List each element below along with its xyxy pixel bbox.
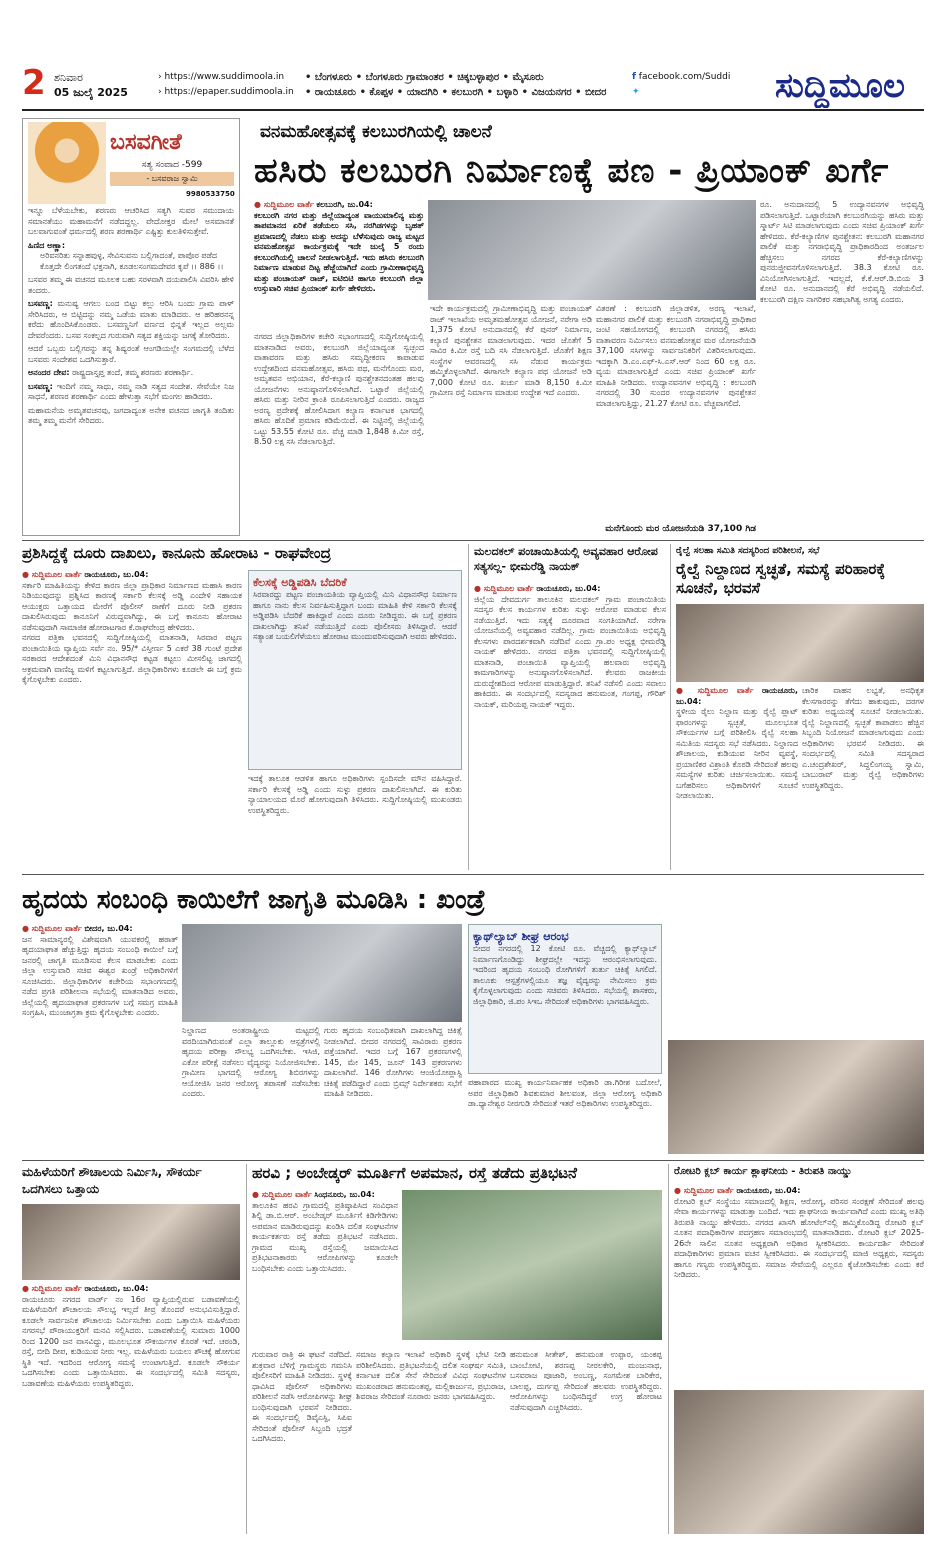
issue-date-value: 05 ಜುಲೈ 2025 (54, 86, 128, 99)
basavageete-para5: ಇಂದಿಗೆ ನಮ್ಮ ಸಾಧು, ನಮ್ಮ ನಾಡಿ ಸತ್ಯದ ಸಂದೇಶ. ಸೇವೆಯೇ ನಿಜ ಸಾಧನೆ, ಶರಣರ ಶರಣಾರ್ಥಿ ಎಂದು ಹೇಳುತ್ತಾ ಸಭೆಗೆ ಮಂಗಲ ಹಾಡಿದರು. (28, 381, 234, 401)
basavageete-title: ಬಸವಗೀತೆ (110, 130, 182, 155)
harave-byline: ● ಸುದ್ದಿಮೂಲ ವಾರ್ತೆ (252, 1190, 312, 1199)
harave-protest-photo (402, 1190, 662, 1340)
lead-photo (428, 200, 756, 300)
website-url[interactable]: https://www.suddimoola.in (164, 72, 285, 82)
raghavendra-place: ರಾಯಚೂರು, ಜು.04: (84, 570, 149, 579)
basavageete-intro: ಇನ್ನೂ ಬೆಳೆಯಬೇಕು, ಶರಣರು ಆಚರಿಸಿದ ಸತ್ಯಗಿ ಸುವರ ಸಮುದಾಯ ಸಮಾನತೆಯು ಮಹಾಮನೆಗೆ ನಡೆದದ್ದಲ್ಲ. ವೇದೋಕ್ತರ ಮೇಲೆ ಅಸಮಾನತೆ ಬಲವಾಗುವಂತೆ ಧರ್ಮದಲ್ಲಿ ಶರಣ ಶರಣಾರ್ಥಿ ಎಷ್ಟಿತ್ತು ಕುಲತಿಳಿಸುತ್ತೇವೆ. (28, 206, 234, 236)
railway-byline: ● ಸುದ್ದಿಮೂಲ ವಾರ್ತೆ (676, 686, 754, 695)
harave-col2: ಗುರುವಾರ ರಾತ್ರಿ ಈ ಘಟನೆ ನಡೆದಿದೆ. ಶುಕ್ರವಾರ ಬೆಳಿಗ್ಗೆ ಗ್ರಾಮಸ್ಥರು ಗಮನಿಸಿ ಪೊಲೀಸರಿಗೆ ಮಾಹಿತಿ ನೀಡಿದರು. ಸ್ಥಳಕ್ಕೆ ಧಾವಿಸಿದ ಪೊಲೀಸ್ ಅಧಿಕಾರಿಗಳು ಪರಿಶೀಲನೆ ನಡೆಸಿ ಆರೋಪಿಗಳನ್ನು ಶೀಘ್ರ ಬಂಧಿಸುವುದಾಗಿ ಭರವಸೆ ನೀಡಿದರು. ಈ ಸಂದರ್ಭದಲ್ಲಿ ಡಿವೈಎಸ್ಪಿ, ಸಿಪಿಐ ಸೇರಿದಂತೆ ಪೊಲೀಸ್ ಸಿಬ್ಬಂದಿ ಭದ್ರತೆ ಒದಗಿಸಿದರು. (252, 1350, 352, 1443)
rotary-byline: ● ಸುದ್ದಿಮೂಲ ವಾರ್ತೆ (674, 1186, 734, 1195)
heart-body1: ಜನ ಸಾಮಾನ್ಯರಲ್ಲಿ ವಿಶೇಷವಾಗಿ ಯುವಕರಲ್ಲಿ ಹಠಾತ್ ಹೃದಯಾಘಾತ ಹೆಚ್ಚುತ್ತಿದ್ದು ಹೃದಯ ಸಂಬಂಧಿ ಕಾಯಿಲೆ ಬಗ್ಗೆ ಜನರಲ್ಲಿ ಜಾಗೃತಿ ಮೂಡಿಸುವ ಕೆಲಸ ಮಾಡಬೇಕು ಎಂದು ಜಿಲ್ಲಾ ಉಸ್ತುವಾರಿ ಸಚಿವ ಈಶ್ವರ ಖಂಡ್ರೆ ಅಧಿಕಾರಿಗಳಿಗೆ ಸೂಚಿಸಿದರು. ಜಿಲ್ಲಾಧಿಕಾರಿಗಳ ಕಚೇರಿಯ ಸಭಾಂಗಣದಲ್ಲಿ ನಡೆದ ಪ್ರಗತಿ ಪರಿಶೀಲನಾ ಸಭೆಯಲ್ಲಿ ಮಾತನಾಡಿದ ಅವರು, ಜಿಲ್ಲೆಯಲ್ಲಿ ಹೃದಯಾಘಾತ ಪ್ರಕರಣಗಳ ಬಗ್ಗೆ ಸಮಗ್ರ ಮಾಹಿತಿ ಸಂಗ್ರಹಿಸಿ, ಮುಂಜಾಗ್ರತಾ ಕ್ರಮ ಕೈಗೊಳ್ಳಬೇಕು ಎಂದರು. (22, 934, 178, 1017)
rotary-body-wrap (674, 1186, 924, 1386)
railway-photo (676, 604, 924, 682)
lead-intro (254, 200, 424, 330)
toilet-place: ರಾಯಚೂರು, ಜು.04: (84, 1284, 149, 1293)
district-nav-row1[interactable]: • ಬೆಂಗಳೂರು • ಬೆಂಗಳೂರು ಗ್ರಾಮಾಂತರ • ಚಿಕ್ಕಬಳ್ಳಾಪುರ • ಮೈಸೂರು (305, 72, 544, 83)
facebook-url[interactable]: facebook.com/Suddi (638, 72, 731, 82)
facebook-icon: f (632, 72, 636, 82)
harave-place: ಸಿಂಧನೂರು, ಜು.04: (314, 1190, 375, 1199)
twitter-icon: ✦ (632, 87, 640, 97)
raghavendra-box-head: ಕೆಲಸಕ್ಕೆ ಅಡ್ಡಿಪಡಿಸಿ ಬೆದರಿಕೆ (253, 576, 347, 589)
heart-place: ಬೀದರ, ಜು.04: (84, 924, 133, 933)
section-rule-1 (22, 540, 924, 541)
harave-col1-wrap (252, 1190, 398, 1346)
lead-byline: ● ಸುದ್ದಿಮೂಲ ವಾರ್ತೆ (254, 200, 314, 209)
section-rule-3 (22, 1160, 924, 1161)
raghavendra-body (22, 570, 242, 870)
masthead-logo: ಸುದ್ದಿಮೂಲ (775, 66, 905, 106)
cathlab-box-head: ಕ್ಯಾಥ್‌ಲ್ಯಾಬ್ ಶೀಘ್ರ ಆರಂಭ (473, 930, 569, 943)
basavageete-para6: ಮಹಾಮನೆಯ ಅಮೃತವಚನವು, ಜಗದಾದ್ಯಂತ ಅನೇಕ ವಚನದ ಜಾಗೃತಿ ತಂದಿತು ತಮ್ಮ ತಮ್ಮ ಮನೆಗೆ ಸೇರಿದರು. (28, 405, 234, 425)
epaper-link[interactable]: › https://epaper.suddimoola.in (158, 87, 294, 97)
para4-label: ಅನಂದರ ದೇವ: (28, 368, 70, 377)
twitter-link[interactable] (632, 85, 757, 100)
raghavendra-body1: ಸರ್ಕಾರಿ ಮಾಹಿತಿಯನ್ನು ಕೇಳಿದ ಕಾರಣ ಜಿಲ್ಲಾ ಪ್ರಾಧಿಕಾರ ನಿರ್ಮಾಣದ ಮಹಾಸಿ ಕಾರಣ ನಿಡಿಯುವುದನ್ನು ಪ್ರಶ್ನಿಸಿದ ಕಾರಣಕ್ಕೆ ಸರ್ಕಾರಿ ಕೆಲಸಕ್ಕೆ ಅಡ್ಡಿ ಎಂದೇಳಿ ಸಹಾಯಕ ಆಯುಕ್ತರು ಒತ್ತಾಯದ ಮೇರೆಗೆ ಪೊಲೀಸ್ ಠಾಣೆಗೆ ದೂರು ನೀಡಿ ಪ್ರಕರಣ ದಾಖಲಿಸಿರುವುದು ಕಾನೂನಿಗೆ ವಿರುದ್ಧವಾಗಿದ್ದು, ಈ ಬಗ್ಗೆ ಕಾನೂನು ಹೋರಾಟ ನಡೆಸುವುದಾಗಿ ಸಾಮಾಜಿಕ ಹೋರಾಟಗಾರ ಕೆ.ರಾಘವೇಂದ್ರ ಹೇಳಿದರು. (22, 580, 242, 632)
raghavendra-body3: ಇದಕ್ಕೆ ತಾಲೂಕ ಆಡಳಿತ ಹಾಗೂ ಅಧಿಕಾರಿಗಳು ಸ್ಪಂದಿಸದೇ ಮೌನ ವಹಿಸಿದ್ದಾರೆ. ಸರ್ಕಾರಿ ಕೆಲಸಕ್ಕೆ ಅಡ್ಡಿ ಎಂದು ಸುಳ್ಳು ಪ್ರಕರಣ ದಾಖಲಿಸಲಾಗಿದೆ. ಈ ಕುರಿತು ನ್ಯಾಯಾಲಯದ ಮೊರೆ ಹೋಗುವುದಾಗಿ ತಿಳಿಸಿದರು. ಸುದ್ದಿಗೋಷ್ಠಿಯಲ್ಲಿ ಮುಖಂಡರು ಉಪಸ್ಥಿತರಿದ್ದರು. (248, 774, 462, 815)
rotary-place: ರಾಯಚೂರು, ಜು.04: (736, 1186, 801, 1195)
lead-continued: ಮನೆಗೊಂದು ಮರ ಯೋಜನೆಯಡಿ 37,100 ಗಿಡ (605, 524, 756, 534)
toilet-body: ರಾಯಚೂರು ನಗರದ ವಾರ್ಡ್ ನಂ 16ರ ವ್ಯಾಪ್ತಿಯಲ್ಲಿರುವ ಬಡಾವಣೆಯಲ್ಲಿ ಮಹಿಳೆಯರಿಗೆ ಶೌಚಾಲಯ ಸೌಲಭ್ಯ ಇಲ್ಲದೆ ತೀವ್ರ ತೊಂದರೆ ಅನುಭವಿಸುತ್ತಿದ್ದಾರೆ. ಕೂಡಲೇ ಸಾರ್ವಜನಿಕ ಶೌಚಾಲಯ ನಿರ್ಮಿಸಬೇಕು ಎಂದು ಒತ್ತಾಯಿಸಿ ಮಹಿಳೆಯರು ನಗರಸಭೆ ಪೌರಾಯುಕ್ತರಿಗೆ ಮನವಿ ಸಲ್ಲಿಸಿದರು. ಬಡಾವಣೆಯಲ್ಲಿ ಸುಮಾರು 1000 ರಿಂದ 1200 ಜನ ವಾಸವಿದ್ದು, ಮೂಲಭೂತ ಸೌಕರ್ಯಗಳ ಕೊರತೆ ಇದೆ. ಚರಂಡಿ, ರಸ್ತೆ, ಬೀದಿ ದೀಪ, ಕುಡಿಯುವ ನೀರು ಇಲ್ಲ. ಮಹಿಳೆಯರು ಬಯಲು ಶೌಚಕ್ಕೆ ಹೋಗುವ ಸ್ಥಿತಿ ಇದೆ. ಇದರಿಂದ ಆರೋಗ್ಯ ಸಮಸ್ಯೆ ಉಂಟಾಗುತ್ತಿದೆ. ಕೂಡಲೇ ಸೌಕರ್ಯ ಒದಗಿಸಬೇಕು ಎಂದು ಒತ್ತಾಯಿಸಿದರು. ಈ ಸಂದರ್ಭದಲ್ಲಿ ಸಮಿತಿ ಸದಸ್ಯರು, ಬಡಾವಣೆಯ ಮಹಿಳೆಯರು ಉಪಸ್ಥಿತರಿದ್ದರು. (22, 1294, 240, 1388)
rotary-body: ರೋಟರಿ ಕ್ಲಬ್ ಸಂಸ್ಥೆಯು ಸಮಾಜದಲ್ಲಿ ಶಿಕ್ಷಣ, ಆರೋಗ್ಯ, ಪರಿಸರ ಸಂರಕ್ಷಣೆ ಸೇರಿದಂತೆ ಹಲವು ಸೇವಾ ಕಾರ್ಯಗಳನ್ನು ಮಾಡುತ್ತಾ ಬಂದಿದೆ. ಇದು ಶ್ಲಾಘನೀಯ ಕಾರ್ಯವಾಗಿದೆ ಎಂದು ಮುಖ್ಯ ಅತಿಥಿ ತಿರುಪತಿ ನಾಯ್ಡು ಹೇಳಿದರು. ನಗರದ ಖಾಸಗಿ ಹೋಟೆಲ್‌ನಲ್ಲಿ ಹಮ್ಮಿಕೊಂಡಿದ್ದ ರೋಟರಿ ಕ್ಲಬ್ ನೂತನ ಪದಾಧಿಕಾರಿಗಳ ಪದಗ್ರಹಣ ಸಮಾರಂಭದಲ್ಲಿ ಮಾತನಾಡಿದರು. ರೋಟರಿ ಕ್ಲಬ್ 2025-26ನೇ ಸಾಲಿನ ನೂತನ ಅಧ್ಯಕ್ಷರಾಗಿ ಅಧಿಕಾರ ಸ್ವೀಕರಿಸಿದರು. ಕಾರ್ಯದರ್ಶಿ ಸೇರಿದಂತೆ ಪದಾಧಿಕಾರಿಗಳು ಪ್ರಮಾಣ ವಚನ ಸ್ವೀಕರಿಸಿದರು. ಈ ಸಂದರ್ಭದಲ್ಲಿ ಮಾಜಿ ಅಧ್ಯಕ್ಷರು, ಸದಸ್ಯರು ಹಾಗೂ ಗಣ್ಯರು ಉಪಸ್ಥಿತರಿದ್ದರು. ಸಮಾಜ ಸೇವೆಯಲ್ಲಿ ಎಲ್ಲರೂ ಕೈಜೋಡಿಸಬೇಕು ಎಂದು ಕರೆ ನೀಡಿದರು. (674, 1196, 924, 1279)
vachana-text: ಅರಿವನರಿತು ಸನ್ನಾಹವುಳ್ಳ, ಸೇವಿಸುವನು ಬಲ್ಲಿಗಾದಂತೆ, ಪಾಪೊರ ಪಡೆದ ಕೊತ್ತದೇ ಲಿಂಗತಂದೆ ಭಕ್ತನಾಗಿ, ಕೂಡಲಸಂಗಮದೇವರ ಕೃಪೆ ।। 886 ।। (40, 251, 224, 271)
website-link[interactable]: › https://www.suddimoola.in (158, 72, 285, 82)
toilet-body-wrap (22, 1284, 240, 1534)
lead-kicker: ವನಮಹೋತ್ಸವಕ್ಕೆ ಕಲಬುರಗಿಯಲ್ಲಿ ಚಾಲನೆ (260, 122, 492, 142)
railway-col1-wrap (676, 686, 798, 870)
column-divider-2 (670, 544, 671, 870)
cathlab-box-body: ಬೀದರ ನಗರದಲ್ಲಿ 12 ಕೋಟಿ ರೂ. ವೆಚ್ಚದಲ್ಲಿ ಕ್ಯಾಥ್‌ಲ್ಯಾಬ್ ನಿರ್ಮಾಣಗೊಂಡಿದ್ದು ಶೀಘ್ರದಲ್ಲೇ ಇದನ್ನು ಆರಂಭಿಸಲಾಗುವುದು. ಇದರಿಂದ ಹೃದಯ ಸಂಬಂಧಿ ರೋಗಿಗಳಿಗೆ ತುರ್ತು ಚಿಕಿತ್ಸೆ ಸಿಗಲಿದೆ. ತಾಲೂಕು ಆಸ್ಪತ್ರೆಗಳಲ್ಲಿಯೂ ತಜ್ಞ ವೈದ್ಯರನ್ನು ನೇಮಿಸಲು ಕ್ರಮ ಕೈಗೊಳ್ಳಲಾಗುವುದು ಎಂದು ಸಚಿವರು ತಿಳಿಸಿದರು. ಸಭೆಯಲ್ಲಿ ಶಾಸಕರು, ಜಿಲ್ಲಾಧಿಕಾರಿ, ಜಿ.ಪಂ ಸಿಇಒ ಸೇರಿದಂತೆ ಅಧಿಕಾರಿಗಳು ಭಾಗವಹಿಸಿದ್ದರು. (473, 944, 657, 1006)
basavageete-para4: ರಾಷ್ಟ್ರದಾಸ್ತೃಪ್ತ ತಂದೆ, ತಮ್ಮ ಶರಣರು ಶರಣಾರ್ಥಿ. (72, 368, 194, 377)
heart-body1-wrap (22, 924, 178, 1154)
malaskar-body: ಜಿಲ್ಲೆಯ ದೇವದುರ್ಗ ತಾಲೂಕಿನ ಮಲದಕಲ್ ಗ್ರಾಮ ಪಂಚಾಯಿತಿಯ ಸದಸ್ಯರ ಕೆಲಸ ಕಾರ್ಯಗಳ ಕುರಿತು ಸುಳ್ಳು ಆರೋಪ ಮಾಡುವ ಕೆಲಸ ನಡೆಯುತ್ತಿದೆ. ಇದು ಸತ್ಯಕ್ಕೆ ದೂರವಾದ ಸಂಗತಿಯಾಗಿದೆ. ನರೇಗಾ ಯೋಜನೆಯಲ್ಲಿ ಅವ್ಯವಹಾರ ನಡೆದಿಲ್ಲ. ಗ್ರಾಮ ಪಂಚಾಯಿತಿಯ ಅಭಿವೃದ್ಧಿ ಕೆಲಸಗಳು ಪಾರದರ್ಶಕವಾಗಿ ನಡೆದಿವೆ ಎಂದು ಗ್ರಾ.ಪಂ ಅಧ್ಯಕ್ಷ ಭೀಮರೆಡ್ಡಿ ನಾಯಕ್ ಹೇಳಿದರು. ನಗರದ ಪತ್ರಿಕಾ ಭವನದಲ್ಲಿ ಸುದ್ದಿಗೋಷ್ಠಿಯಲ್ಲಿ ಮಾತನಾಡಿ, ಪಂಚಾಯಿತಿ ವ್ಯಾಪ್ತಿಯಲ್ಲಿ ಹಲವಾರು ಅಭಿವೃದ್ಧಿ ಕಾಮಗಾರಿಗಳನ್ನು ಅನುಷ್ಠಾನಗೊಳಿಸಲಾಗಿದೆ. ಕೆಲವರು ರಾಜಕೀಯ ದುರುದ್ದೇಶದಿಂದ ಆರೋಪ ಮಾಡುತ್ತಿದ್ದಾರೆ. ತನಿಖೆ ನಡೆಸಲಿ ಎಂದು ಸವಾಲು ಹಾಕಿದರು. ಈ ಸಂದರ್ಭದಲ್ಲಿ ಸದಸ್ಯರಾದ ಹನುಮಂತ, ಗಂಗಪ್ಪ, ಗೌರಿಶ್ ನಾಯಕ್, ಮರಿಯಪ್ಪ ನಾಯಕ್ ಇದ್ದರು. (474, 594, 666, 709)
cathlab-box (468, 924, 662, 1074)
column-divider-3 (246, 1164, 247, 1534)
railway-place: ರಾಯಚೂರು, ಜು.04: (676, 686, 798, 706)
basavageete-subtitle: ಸತ್ಯ ಸಂವಾದ -599 (141, 160, 203, 170)
harave-col3: ಸಮಾಜ ಕಲ್ಯಾಣ ಇಲಾಖೆ ಅಧಿಕಾರಿ ಸ್ಥಳಕ್ಕೆ ಭೇಟಿ ನೀಡಿ ಪರಿಶೀಲಿಸಿದರು. ಪ್ರತಿಭಟನೆಯಲ್ಲಿ ದಲಿತ ಸಂಘರ್ಷ ಸಮಿತಿ, ಕರ್ನಾಟಕ ದಲಿತ ಸೇನೆ ಸೇರಿದಂತೆ ವಿವಿಧ ಸಂಘಟನೆಗಳ ಮುಖಂಡರಾದ ಹನುಮಂತಪ್ಪ, ಮಲ್ಲಿಕಾರ್ಜುನ, ಪ್ರಭುರಾಜ, ಶಿವರಾಜ ಸೇರಿದಂತೆ ನೂರಾರು ಜನರು ಭಾಗವಹಿಸಿದ್ದರು. (356, 1350, 506, 1401)
harave-col1: ತಾಲೂಕಿನ ಹರವಿ ಗ್ರಾಮದಲ್ಲಿ ಪ್ರತಿಷ್ಠಾಪಿಸಿದ ಸಂವಿಧಾನ ಶಿಲ್ಪಿ ಡಾ.ಬಿ.ಆರ್. ಅಂಬೇಡ್ಕರ್ ಮೂರ್ತಿಗೆ ಕಿಡಿಗೇಡಿಗಳು ಅಪಮಾನ ಮಾಡಿರುವುದನ್ನು ಖಂಡಿಸಿ ದಲಿತ ಸಂಘಟನೆಗಳ ಕಾರ್ಯಕರ್ತರು ರಸ್ತೆ ತಡೆದು ಪ್ರತಿಭಟನೆ ನಡೆಸಿದರು. ಗ್ರಾಮದ ಮುಖ್ಯ ರಸ್ತೆಯಲ್ಲಿ ಜಮಾಯಿಸಿದ ಪ್ರತಿಭಟನಾಕಾರರು ಆರೋಪಿಗಳನ್ನು ಕೂಡಲೇ ಬಂಧಿಸಬೇಕು ಎಂದು ಒತ್ತಾಯಿಸಿದರು. (252, 1200, 398, 1273)
para5-label: ಬಸವಣ್ಣ: (28, 381, 53, 391)
railway-headline: ರೈಲ್ವೆ ನಿಲ್ದಾಣದ ಸ್ವಚ್ಛತೆ, ಸಮಸ್ಯೆ ಪರಿಹಾರಕ್ಕೆ ಸೂಚನೆ, ಭರವಸೆ (676, 560, 886, 597)
heart-body3: ಗುರು ಹೃದಯ ಸಂಬಂಧಿತವಾಗಿ ದಾಖಲಾಗಿದ್ದ ಚಿಕಿತ್ಸೆ ನೀಡಲಾಗಿದೆ. ಬೀದರ ನಗರದಲ್ಲಿ ಸಾವಿರಾರು ಪ್ರಕರಣ ಪತ್ತೆಯಾಗಿವೆ. ಇದರ ಬಗ್ಗೆ 167 ಪ್ರಕರಣಗಳಲ್ಲಿ 145, ಮೇ 145, ಜೂನ್ 143 ಪ್ರಕರಣಗಳು ದಾಖಲಾಗಿವೆ. 146 ರೋಗಿಗಳು ಆಂಜಿಯೋಪ್ಲಾಸ್ಟಿ ಚಿಕಿತ್ಸೆ ಪಡೆದಿದ್ದಾರೆ ಎಂದು ಬ್ರಿಮ್ಸ್ ನಿರ್ದೇಶಕರು ಸಭೆಗೆ ಮಾಹಿತಿ ನೀಡಿದರು. (324, 1026, 462, 1098)
issue-day: ಶನಿವಾರ (54, 71, 83, 84)
basavageete-body (28, 206, 234, 532)
raghavendra-headline: ಪ್ರಶಿಸಿದ್ದಕ್ಕೆ ದೂರು ದಾಖಲು, ಕಾನೂನು ಹೋರಾಟ - ರಾಘವೇಂದ್ರ (22, 544, 331, 562)
malaskar-headline: ಮಲದಕಲ್ ಪಂಚಾಯಿತಿಯಲ್ಲಿ ಅವ್ಯವಹಾರ ಆರೋಪ ಸತ್ಯಸಲ್ಲ- ಭೀಮರೆಡ್ಡಿ ನಾಯಕ್ (474, 545, 658, 573)
lead-col4: ರೂ. ಅನುದಾನದಲ್ಲಿ 5 ಉದ್ಯಾನವನಗಳ ಅಭಿವೃದ್ಧಿ ಪಡಿಸಲಾಗುತ್ತಿದೆ. ಒಟ್ಟಾರೆಯಾಗಿ ಕಲಬುರಗಿಯನ್ನು ಹಸಿರು ಮತ್ತು ಸ್ಮಾರ್ಟ್ ಸಿಟಿ ಮಾಡಲಾಗುವುದು ಎಂದು ಸಚಿವ ಪ್ರಿಯಾಂಕ್ ಖರ್ಗೆ ಹೇಳಿದರು. ಕೆರೆ-ಕಲ್ಯಾಣಿಗಳ ಪುನಶ್ಚೇತನ: ಕಲಬುರಗಿ ಮಹಾನಗರ ಪಾಲಿಕೆ ಮತ್ತು ನಗರಾಭಿವೃದ್ಧಿ ಪ್ರಾಧಿಕಾರದಿಂದ ಅಂತರ್ಜಲ ಹೆಚ್ಚಿಸಲು ನಗರದ ಕೆರೆ-ಕಲ್ಯಾಣಿಗಳನ್ನು ಪುನರುಜ್ಜೀವನಗೊಳಿಸಲಾಗುತ್ತಿದೆ. 38.3 ಕೋಟಿ ರೂ. ವಿನಿಯೋಗಿಸಲಾಗುತ್ತಿದೆ. ಇದಲ್ಲದೆ, ಕೆ.ಕೆ.ಆರ್.ಡಿ.ಬಿಯ 3 ಕೋಟಿ ರೂ. ಅನುದಾನದಲ್ಲಿ ಕೆರೆ ಅಭಿವೃದ್ಧಿ ನಡೆಯಲಿದೆ. ಕಲಬುರಗಿ ದಕ್ಷಿಣ ನಾಗರಿಕರ ಸಹಭಾಗಿತ್ವ ಅಗತ್ಯ ಎಂದರು. (760, 200, 924, 304)
issue-date (54, 70, 144, 100)
raghavendra-box (248, 570, 462, 770)
railway-inspection-photo (668, 1040, 924, 1154)
epaper-url[interactable]: https://epaper.suddimoola.in (164, 87, 294, 97)
header-rule (22, 109, 924, 111)
raghavendra-byline: ● ಸುದ್ದಿಮೂಲ ವಾರ್ತೆ (22, 570, 82, 579)
lead-intro-text: ಕಲಬುರಗಿ ನಗರ ಮತ್ತು ಜಿಲ್ಲೆಯಾದ್ಯಂತ ವಾಯುಮಾಲಿನ್ಯ ಮತ್ತು ತಾಪಮಾನದ ಏರಿಕೆ ತಡೆಯಲು ಸಸಿ, ನರಗಿಡಗಳನ್ನು ಬೃಹತ್ ಪ್ರಮಾಣದಲ್ಲಿ ನೆಡಲು ಮತ್ತು ಅದನ್ನು ಬೆಳೆಸುವುದು ರಾಜ್ಯ ಮಟ್ಟದ ವನಮಹೋತ್ಸವ ಕಾರ್ಯಕ್ರಮಕ್ಕೆ ಇದೇ ಜುಲೈ 5 ರಂದು ಕಲಬುರಗಿಯಲ್ಲಿ ಚಾಲನೆ ನೀಡಲಾಗುತ್ತಿದೆ. ಇದು ಹಸಿರು ಕಲಬುರಗಿ ನಿರ್ಮಾಣ ಮಾಡುವ ದಿಟ್ಟ ಹೆಜ್ಜೆಯಾಗಿದೆ ಎಂದು ಗ್ರಾಮೀಣಾಭಿವೃದ್ಧಿ ಮತ್ತು ಪಂಚಾಯತ್ ರಾಜ್, ಐಟಿಬಿಟಿ ಹಾಗೂ ಕಲಬುರಗಿ ಜಿಲ್ಲಾ ಉಸ್ತುವಾರಿ ಸಚಿವ ಪ್ರಿಯಾಂಕ್ ಖರ್ಗೆ ಹೇಳಿದರು. (254, 210, 424, 293)
author-phone: 9980533750 (186, 190, 235, 198)
heart-photo (182, 924, 462, 1022)
lead-col1: ನಗರದ ಜಿಲ್ಲಾಧಿಕಾರಿಗಳ ಕಚೇರಿ ಸಭಾಂಗಣದಲ್ಲಿ ಸುದ್ದಿಗೋಷ್ಠಿಯಲ್ಲಿ ಮಾತನಾಡಿದ ಅವರು, ಕಲಬುರಗಿ ಜಿಲ್ಲೆಯಾದ್ಯಂತ ಸ್ವಚ್ಛಂದ ವಾತಾವರಣ ಮತ್ತು ಹಸಿರು ಸಮೃದ್ಧೀಕರಣ ಕಾಪಾಡುವ ಉದ್ದೇಶದಿಂದ ವನಮಹೋತ್ಸವ, ಹಸಿರು ಪಥ, ಮನೆಗೊಂದು ಮರ, ಅಮೃತವನ ಅಭಿಯಾನ, ಕೆರೆ-ಕಲ್ಯಾಣಿ ಪುನಶ್ಚೇತನದಂತಹ ಹಲವು ಯೋಜನೆಗಳು ಅನುಷ್ಠಾನಗೊಳಿಸಲಾಗಿದೆ. ಒಟ್ಟಾರೆ ಜಿಲ್ಲೆಯಲ್ಲಿ ಹಸಿರು ಮತ್ತು ನೀರಿನ ಕ್ರಾಂತಿ ರೂಪಿಸಲಾಗುತ್ತಿದೆ ಎಂದರು. ರಾಜ್ಯದ ಅರಣ್ಯ ಪ್ರದೇಶಕ್ಕೆ ಹೋಲಿಸಿದಾಗ ಕಲ್ಯಾಣ ಕರ್ನಾಟಕ ಭಾಗದಲ್ಲಿ ಹಸಿರು ಹೊದಿಕೆ ಪ್ರಮಾಣ ಕಡಿಮೆಯಿದೆ. ಈ ನಿಟ್ಟಿನಲ್ಲಿ ಜಿಲ್ಲೆಯಲ್ಲಿ ಒಟ್ಟು 53.55 ಕೋಟಿ ರೂ. ವೆಚ್ಚ ಮಾಡಿ 1,848 ಕಿ.ಮೀ ರಸ್ತೆ, 8.50 ಲಕ್ಷ ಸಸಿ ನೆಡಲಾಗುತ್ತಿದೆ. (254, 332, 424, 446)
basavageete-para2: ಮನುಷ್ಯ ಆಗಲು ಬಂದ ಬಿಟ್ಟು ಕಲ್ಲು ಆರಿಸಿ ಬಂದು ಗ್ರಾಮ ಪಾಳ್ ಸೇರಿಸಿದರು, ಆ ಬಿಟ್ಟಿದನ್ನು ನಮ್ಮ ಒಡೆಯ ಮಾತು ಮಾಡಿದರು. ಆ ಹರಿಹರನನ್ನ ಕರೆದು ಹೊಂದಿಸಿಕೊಂಡರು. ಬಸವಣ್ಣನಿಗೆ ವರ್ಣದ ಭಿನ್ನತೆ ಇಲ್ಲದ ಅಲ್ಲಮ ದೇವರೆಂದರು. ಬಸವ ಸಂಕಲ್ಪದ ಗುರುವಾಗಿ ಸತ್ಯದ ಶಕ್ತಿಯನ್ನು ಜಗಕ್ಕೆ ತೋರಿದರು. (28, 299, 234, 340)
facebook-link[interactable] (632, 70, 757, 85)
lead-col2: ಇದೇ ಕಾರ್ಯಕ್ರಮದಲ್ಲಿ ಗ್ರಾಮೀಣಾಭಿವೃದ್ಧಿ ಮತ್ತು ಪಂಚಾಯತ್ ರಾಜ್ ಇಲಾಖೆಯ ಅಮೃತಮಹೋತ್ಸವ ಯೋಜನೆ, ನರೇಗಾ ಅಡಿ 1,375 ಕೋಟಿ ಅನುದಾನದಲ್ಲಿ ಕೆರೆ ಪುನರ್ ನಿರ್ಮಾಣ, ಕಲ್ಯಾಣಿ ಪುನಶ್ಚೇತನ ಮಾಡಲಾಗುವುದು. ಇದರ ಜೊತೆಗೆ 5 ಸಾವಿರ ಕಿ.ಮೀ ರಸ್ತೆ ಬದಿ ಸಸಿ ನೆಡಲಾಗುತ್ತಿದೆ. ಜೊತೆಗೆ ಶಿಕ್ಷಣ ಸಂಸ್ಥೆಗಳ ಆವರಣದಲ್ಲಿ ಸಸಿ ನೆಡುವ ಕಾರ್ಯಕ್ರಮ ಹಮ್ಮಿಕೊಳ್ಳಲಾಗಿದೆ. ಈಗಾಗಲೇ ಕಲ್ಯಾಣ ಪಥ ಯೋಜನೆ ಅಡಿ 7,000 ಕೋಟಿ ರೂ. ಖರ್ಚು ಮಾಡಿ 8,150 ಕಿ.ಮೀ ಗ್ರಾಮೀಣ ರಸ್ತೆ ನಿರ್ಮಾಣ ಮಾಡುವ ಉದ್ದೇಶ ಇದೆ ಎಂದರು. (430, 304, 592, 397)
rotary-group-photo (674, 1390, 924, 1534)
railway-kicker: ರೈಲ್ವೆ ಸಲಹಾ ಸಮಿತಿ ಸದಸ್ಯರಿಂದ ಪರಿಶೀಲನೆ, ಸಭೆ (676, 546, 820, 556)
harave-col4: ಹನುಮಂತ ಸೀತೇಶ್, ಹನುಮಂತ ಉಪ್ಪಾರ, ಯಂಕಪ್ಪ ಬಾಂಬೋಟಿ, ಶರಣಪ್ಪ ನೀರಲಕೇರಿ, ಮಂಜುನಾಥ, ಬಸವರಾಜ ಪೂಜಾರಿ, ಅಂಬಣ್ಣ, ಸಂಗಮೇಶ ಬಾರಿಕೇರ, ಬಾಲಪ್ಪ, ದುರ್ಗಪ್ಪ ಸೇರಿದಂತೆ ಹಲವರು ಉಪಸ್ಥಿತರಿದ್ದರು. ಆರೋಪಿಗಳನ್ನು ಬಂಧಿಸದಿದ್ದರೆ ಉಗ್ರ ಹೋರಾಟ ನಡೆಸುವುದಾಗಿ ಎಚ್ಚರಿಸಿದರು. (510, 1350, 662, 1412)
page-number: 2 (22, 66, 46, 100)
heart-body4: ಪಹಾಪಾರದ ಮುಖ್ಯ ಕಾರ್ಯನಿರ್ವಾಹಕ ಅಧಿಕಾರಿ ಡಾ.ಗಿರೀಶ ಬದೋಲೆ, ಅಪರ ಜಿಲ್ಲಾಧಿಕಾರಿ ಶಿವಕುಮಾರ ಶೀಲವಂತ, ಜಿಲ್ಲಾ ಆರೋಗ್ಯ ಅಧಿಕಾರಿ ಡಾ.ಧ್ಯಾನೇಶ್ವರ ನೀರಗುಡಿ ಸೇರಿದಂತೆ ಇತರೆ ಅಧಿಕಾರಿಗಳು ಉಪಸ್ಥಿತರಿದ್ದರು. (468, 1078, 662, 1108)
basavageete-para3: ಆದರೆ ಒಬ್ಬರು ಬಲ್ಲಿಗರನ್ನು ತನ್ನ ಶಿಷ್ಯರಂತೆ ಆಂಗಡಿಯಲ್ಲೇ ಸಂಗಮದಲ್ಲಿ ಬೆಳೆದ ಬಸವರು ಸಂದೇಶವ ಒದಗಿಸುತ್ತಾರೆ. (28, 344, 234, 364)
toilet-photo (22, 1204, 240, 1280)
saint-illustration (28, 122, 106, 204)
section-rule-2 (22, 874, 924, 875)
toilet-headline: ಮಹಿಳೆಯರಿಗೆ ಶೌಚಾಲಯ ನಿರ್ಮಿಸಿ, ಸೌಕರ್ಯ ಒದಗಿಸಲು ಒತ್ತಾಯ (22, 1165, 202, 1196)
lead-place: ಕಲಬುರಗಿ, ಜು.04: (316, 200, 373, 209)
basavageete-para1: ಬಸವರ ತಮ್ಮ ಈ ವಚನದ ಮೂಲಕ ಬಹು ಸರಳವಾಗಿ ದಯಪಾಲಿಸಿ ವಿವರಿಸಿ ಹೇಳಿ ತಂದರು. (28, 275, 234, 295)
malaskar-body-wrap (474, 584, 666, 870)
para2-label: ಬಸವಣ್ಣ: (28, 299, 53, 308)
column-divider-4 (668, 1164, 669, 1534)
railway-col1: ಸ್ಥಳೀಯ ರೈಲು ನಿಲ್ದಾಣ ಮತ್ತು ರೈಲ್ವೆ ಪ್ಲಾಟ್ ಫಾರಂಗಳನ್ನು ಸ್ವಚ್ಛತೆ, ಮೂಲಭೂತ ಸೌಕರ್ಯಗಳ ಬಗ್ಗೆ ಪರಿಶೀಲಿಸಿ ರೈಲ್ವೆ ಸಲಹಾ ಸಮಿತಿಯ ಸದಸ್ಯರು ಸಭೆ ನಡೆಸಿದರು. ನಿಲ್ದಾಣದ ಶೌಚಾಲಯ, ಕುಡಿಯುವ ನೀರಿನ ವ್ಯವಸ್ಥೆ, ಪ್ರಯಾಣಿಕರ ವಿಶ್ರಾಂತಿ ಕೊಠಡಿ ಸೇರಿದಂತೆ ಹಲವು ಸಮಸ್ಯೆಗಳ ಕುರಿತು ಚರ್ಚಿಸಲಾಯಿತು. ಸಮಸ್ಯೆ ಬಗೆಹರಿಸಲು ಅಧಿಕಾರಿಗಳಿಗೆ ಸೂಚನೆ ನೀಡಲಾಯಿತು. (676, 707, 798, 800)
column-divider-1 (468, 544, 469, 870)
district-nav-row2[interactable]: • ರಾಯಚೂರು • ಕೊಪ್ಪಳ • ಯಾದಗಿರಿ • ಕಲಬುರಗಿ • ಬಳ್ಳಾರಿ • ವಿಜಯನಗರ • ಬೀದರ (305, 87, 607, 98)
malaskar-place: ರಾಯಚೂರು, ಜು.04: (536, 584, 601, 593)
heart-byline: ● ಸುದ್ದಿಮೂಲ ವಾರ್ತೆ (22, 924, 82, 933)
lead-col3: ವಿತರಣೆ : ಕಲಬುರಗಿ ಜಿಲ್ಲಾಡಳಿತ, ಅರಣ್ಯ ಇಲಾಖೆ, ಮಹಾನಗರ ಪಾಲಿಕೆ ಮತ್ತು ಕಲಬುರಗಿ ನಗರಾಭಿವೃದ್ಧಿ ಪ್ರಾಧಿಕಾರ ಜಂಟಿ ಸಹಯೋಗದಲ್ಲಿ ಕಲಬುರಗಿ ನಗರದಲ್ಲಿ ಹಸಿರು ವಾತಾವರಣ ನಿರ್ಮಿಸಲು ವನಮಹೋತ್ಸವ ಮರ ಯೋಜನೆಯಡಿ 37,100 ಸಸಿಗಳನ್ನು ಸಾರ್ವಜನಿಕರಿಗೆ ವಿತರಿಸಲಾಗುವುದು. ಇದಕ್ಕಾಗಿ ಡಿ.ಎಂ.ಎಫ್-ಸಿ.ಎಸ್.ಆರ್ ನಿಂದ 60 ಲಕ್ಷ ರೂ. ವ್ಯಯ ಮಾಡಲಾಗುತ್ತಿದೆ ಎಂದು ಸಚಿವ ಪ್ರಿಯಾಂಕ್ ಖರ್ಗೆ ಮಾಹಿತಿ ನೀಡಿದರು. ಉದ್ಯಾನವನಗಳ ಅಭಿವೃದ್ಧಿ : ಕಲಬುರಗಿ ನಗರದಲ್ಲಿ 30 ಸುಂದರ ಉದ್ಯಾನವನಗಳ ಪುನಶ್ಚೇತನ ಮಾಡಲಾಗುತ್ತಿದ್ದು, 21.27 ಕೋಟಿ ರೂ. ವೆಚ್ಚವಾಗಲಿದೆ. (596, 304, 756, 408)
vachana-label: ಹಿಣಿದ ಅಣ್ಣಾ: (28, 240, 66, 250)
basavageete-author: - ಬಸವರಾಜ ಸ್ವಾಮಿ (110, 172, 234, 186)
raghavendra-box-body: ಸಿರವಾರದ್ದು ಪಟ್ಟಣ ಪಂಚಾಯತಿಯ ವ್ಯಾಪ್ತಿಯಲ್ಲಿ ಮಿನಿ ವಿಧಾನಸೌಧ ನಿರ್ಮಾಣ ಹಾಗೂ ನಾನು ಕೆಲಸ ನಿರ್ವಹಿಸುತ್ತಿದ್ದಾಗ ಬಂದು ಮಾಹಿತಿ ಕೇಳಿ ಸರ್ಕಾರಿ ಕೆಲಸಕ್ಕೆ ಅಡ್ಡಿಪಡಿಸಿ ಬೆದರಿಕೆ ಹಾಕಿದ್ದಾರೆ ಎಂದು ದೂರು ನೀಡಿದ್ದರು. ಈ ಬಗ್ಗೆ ಪ್ರಕರಣ ದಾಖಲಾಗಿದ್ದು ತನಿಖೆ ನಡೆಯುತ್ತಿದೆ ಎಂದು ಪೊಲೀಸರು ತಿಳಿಸಿದ್ದಾರೆ. ಆದರೆ ಸತ್ಯಾಂಶ ಬಯಲಿಗೆಳೆಯಲು ಹೋರಾಟ ಮುಂದುವರಿಸುವುದಾಗಿ ಅವರು ಹೇಳಿದರು. (253, 590, 457, 641)
toilet-byline: ● ಸುದ್ದಿಮೂಲ ವಾರ್ತೆ (22, 1284, 82, 1293)
lead-headline: ಹಸಿರು ಕಲಬುರಗಿ ನಿರ್ಮಾಣಕ್ಕೆ ಪಣ - ಪ್ರಿಯಾಂಕ್ ಖರ್ಗೆ (254, 151, 890, 191)
raghavendra-body2: ನಗರದ ಪತ್ರಿಕಾ ಭವನದಲ್ಲಿ ಸುದ್ದಿಗೋಷ್ಠಿಯಲ್ಲಿ ಮಾತನಾಡಿ, ಸಿರವಾರ ಪಟ್ಟಣ ಪಂಚಾಯಿತಿಯ ವ್ಯಾಪ್ತಿಯ ಸರ್ವೆ ನಂ. 95/* ವಿಸ್ತೀರ್ಣ 5 ಎಕರೆ 38 ಗುಂಟೆ ಪ್ರದೇಶ ಸರಕಾರದ ಆದೇಶದಂತೆ ಮಿನಿ ವಿಧಾನಸೌಧ ಕಟ್ಟಡ ಕಟ್ಟಲು ಮೀಸಲಿಟ್ಟ ಜಾಗದಲ್ಲಿ ಅಕ್ರಮವಾಗಿ ವಾಣಿಜ್ಯ ಮಳಿಗೆ ಕಟ್ಟಲಾಗುತ್ತಿದೆ. ಜಿಲ್ಲಾಧಿಕಾರಿಗಳು ಕೂಡಲೇ ಈ ಬಗ್ಗೆ ಕ್ರಮ ಕೈಗೊಳ್ಳಬೇಕು ಎಂದರು. (22, 633, 242, 684)
harave-headline: ಹರವಿ ; ಅಂಬೇಡ್ಕರ್ ಮೂರ್ತಿಗೆ ಅಪಮಾನ, ರಸ್ತೆ ತಡೆದು ಪ್ರತಿಭಟನೆ (252, 1164, 577, 1182)
railway-col2: ಚಾರಿಕ ವಾಹನ ಲಭ್ಯತೆ, ಅನಧಿಕೃತ ಕೆಲಸಗಾರರನ್ನು ತೆಗೆದು ಹಾಕುವುದು, ದರಗಳ ಕುರಿತು ಅಧ್ಯಯನಕ್ಕೆ ಸೂಚನೆ ನೀಡಲಾಯಿತು. ರೈಲ್ವೆ ನಿಲ್ದಾಣದಲ್ಲಿ ಸ್ವಚ್ಛತೆ ಕಾಪಾಡಲು ಹೆಚ್ಚಿನ ಸಿಬ್ಬಂದಿ ನಿಯೋಜನೆ ಮಾಡಲಾಗುವುದು ಎಂದು ಅಧಿಕಾರಿಗಳು ಭರವಸೆ ನೀಡಿದರು. ಈ ಸಂದರ್ಭದಲ್ಲಿ ಸಮಿತಿ ಸದಸ್ಯರಾದ ಎ.ಚಂದ್ರಶೇಖರ್, ಸಿದ್ದಲಿಂಗಯ್ಯ ಸ್ವಾಮಿ, ಬಾಬುರಾವ್ ಮತ್ತು ರೈಲ್ವೆ ಅಧಿಕಾರಿಗಳು ಉಪಸ್ಥಿತರಿದ್ದರು. (802, 686, 924, 790)
heart-body2: ನಿಲ್ದಾಣದ ಅಂತರಾಷ್ಟ್ರೀಯ ಮಟ್ಟದಲ್ಲಿ ವರದಿಯಾಗಿರುವಂತೆ ಎಲ್ಲಾ ತಾಲ್ಲೂಕು ಆಸ್ಪತ್ರೆಗಳಲ್ಲಿ ಹೃದಯ ಪರೀಕ್ಷಾ ಸೌಲಭ್ಯ ಒದಗಿಸಬೇಕು. ಇಸಿಜಿ, ಎಕೋ ಪರೀಕ್ಷೆ ನಡೆಸಲು ವೈದ್ಯರನ್ನು ನಿಯೋಜಿಸಬೇಕು. ಗ್ರಾಮೀಣ ಭಾಗದಲ್ಲಿ ಆರೋಗ್ಯ ಶಿಬಿರಗಳನ್ನು ಆಯೋಜಿಸಿ ಜನರ ಆರೋಗ್ಯ ತಪಾಸಣೆ ನಡೆಸಬೇಕು ಎಂದರು. (182, 1026, 320, 1098)
malaskar-byline: ● ಸುದ್ದಿಮೂಲ ವಾರ್ತೆ (474, 584, 534, 593)
heart-headline: ಹೃದಯ ಸಂಬಂಧಿ ಕಾಯಿಲೆಗೆ ಜಾಗೃತಿ ಮೂಡಿಸಿ : ಖಂಡ್ರೆ (22, 885, 486, 915)
rotary-headline: ರೋಟರಿ ಕ್ಲಬ್ ಕಾರ್ಯ ಶ್ಲಾಘನೀಯ - ತಿರುಪತಿ ನಾಯ್ಡು (674, 1166, 852, 1177)
